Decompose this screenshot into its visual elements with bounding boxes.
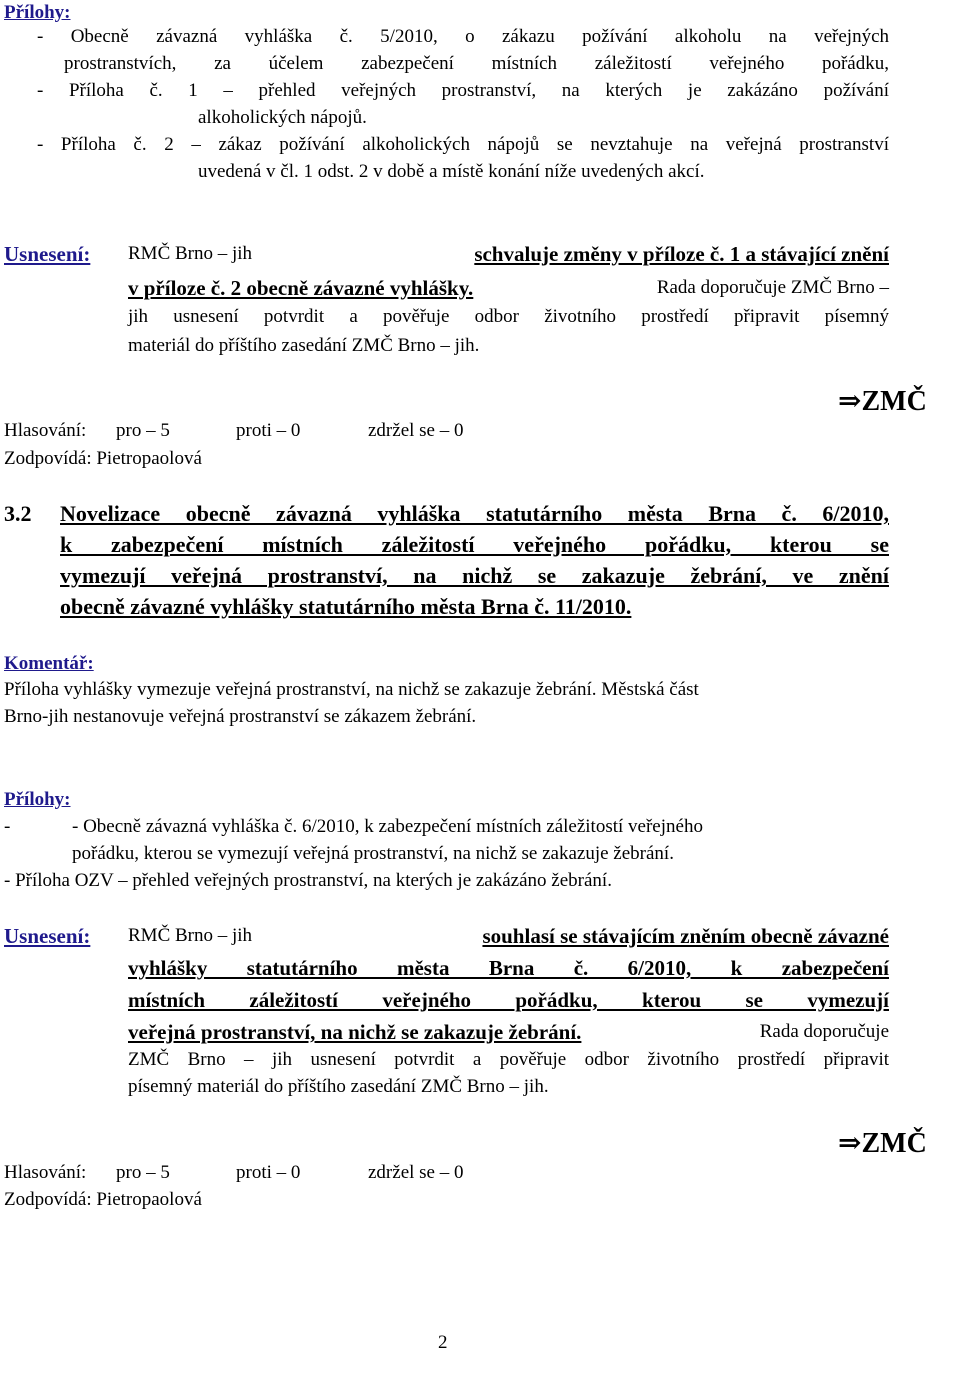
resolution-text: jih usnesení potvrdit a pověřuje odbor životního prostředí připravit písemný: [128, 306, 889, 327]
attachment-line: - Příloha č. 2 – zákaz požívání alkoholických nápojů se nevztahuje na veřejná prostranství: [37, 134, 889, 155]
resolution-line: [128, 923, 889, 949]
attachment-line: - Obecně závazná vyhláška č. 5/2010, o zákazu požívání alkoholu na veřejných: [37, 26, 889, 47]
zmc-arrow: ⇒ZMČ: [838, 386, 927, 417]
resolution-decision: veřejná prostranství, na nichž se zakazuje žebrání.: [128, 1020, 582, 1044]
attachment-line: uvedená v čl. 1 odst. 2 v době a místě konání níže uvedených akcí.: [198, 161, 705, 182]
resolution-decision: vyhlášky statutárního města Brna č. 6/2010, k zabezpečení: [128, 956, 889, 980]
section-title-line: k zabezpečení místních záležitostí veřejného pořádku, kterou se: [60, 532, 889, 557]
resolution-text: Rada doporučuje: [759, 1021, 889, 1042]
resolution-line: [128, 275, 889, 303]
resolution-decision: místních záležitostí veřejného pořádku, kterou se vymezují: [128, 988, 889, 1012]
section-number: 3.2: [4, 501, 32, 526]
vote-label: Hlasování:: [4, 1162, 87, 1183]
resolution-text: Rada doporučuje ZMČ Brno –: [656, 277, 889, 298]
vote-proti: proti – 0: [236, 1162, 301, 1183]
page-number: 2: [438, 1332, 448, 1353]
resolution-decision: v příloze č. 2 obecně závazné vyhlášky.: [128, 276, 474, 300]
resolution-line: [128, 241, 889, 267]
attachment-line: alkoholických nápojů.: [198, 107, 367, 128]
resolution-line: [128, 1019, 889, 1047]
vote-abstain: zdržel se – 0: [368, 420, 464, 441]
vote-label: Hlasování:: [4, 420, 87, 441]
comment-text: Příloha vyhlášky vymezuje veřejná prostranství, na nichž se zakazuje žebrání. Městská část: [4, 679, 699, 700]
resolution-decision: souhlasí se stávajícím zněním obecně závazné: [482, 924, 889, 948]
section-title-line: Novelizace obecně závazná vyhláška statutárního města Brna č. 6/2010,: [60, 501, 889, 526]
comment-text: Brno-jih nestanovuje veřejná prostranství se zákazem žebrání.: [4, 706, 477, 727]
attachments-heading: Přílohy:: [4, 2, 71, 23]
comment-heading: Komentář:: [4, 653, 94, 674]
section-title-line: vymezují veřejná prostranství, na nichž se zakazuje žebrání, ve znění: [60, 563, 889, 588]
attachment-line: - Příloha č. 1 – přehled veřejných prostranství, na kterých je zakázáno požívání: [37, 80, 889, 101]
vote-pro: pro – 5: [116, 420, 170, 441]
attachment-line: prostranstvích, za účelem zabezpečení místních záležitostí veřejného pořádku,: [64, 53, 889, 74]
resolution-label: Usnesení:: [4, 242, 91, 266]
resolution-text: ZMČ Brno – jih usnesení potvrdit a pověřuje odbor životního prostředí připravit: [128, 1049, 889, 1070]
zmc-arrow: ⇒ZMČ: [838, 1128, 927, 1159]
resolution-subject: RMČ Brno – jih: [128, 925, 253, 946]
vote-abstain: zdržel se – 0: [368, 1162, 464, 1183]
resolution-text: materiál do příštího zasedání ZMČ Brno – jih.: [128, 335, 480, 356]
vote-proti: proti – 0: [236, 420, 301, 441]
vote-pro: pro – 5: [116, 1162, 170, 1183]
section-title-line: obecně závazné vyhlášky statutárního města Brna č. 11/2010.: [60, 594, 632, 619]
resolution-decision: schvaluje změny v příloze č. 1 a stávající znění: [474, 242, 889, 266]
attachment-line: pořádku, kterou se vymezují veřejná prostranství, na nichž se zakazuje žebrání.: [72, 843, 674, 864]
responsible-person: Zodpovídá: Pietropaolová: [4, 1189, 202, 1210]
attachment-line: - Příloha OZV – přehled veřejných prostranství, na kterých je zakázáno žebrání.: [4, 870, 612, 891]
resolution-label: Usnesení:: [4, 924, 91, 948]
attachments-heading: Přílohy:: [4, 789, 71, 810]
resolution-subject: RMČ Brno – jih: [128, 243, 253, 264]
attachment-dash: -: [4, 816, 11, 837]
resolution-text: písemný materiál do příštího zasedání ZMČ Brno – jih.: [128, 1076, 549, 1097]
attachment-line: - Obecně závazná vyhláška č. 6/2010, k zabezpečení místních záležitostí veřejného: [72, 816, 703, 837]
responsible-person: Zodpovídá: Pietropaolová: [4, 448, 202, 469]
